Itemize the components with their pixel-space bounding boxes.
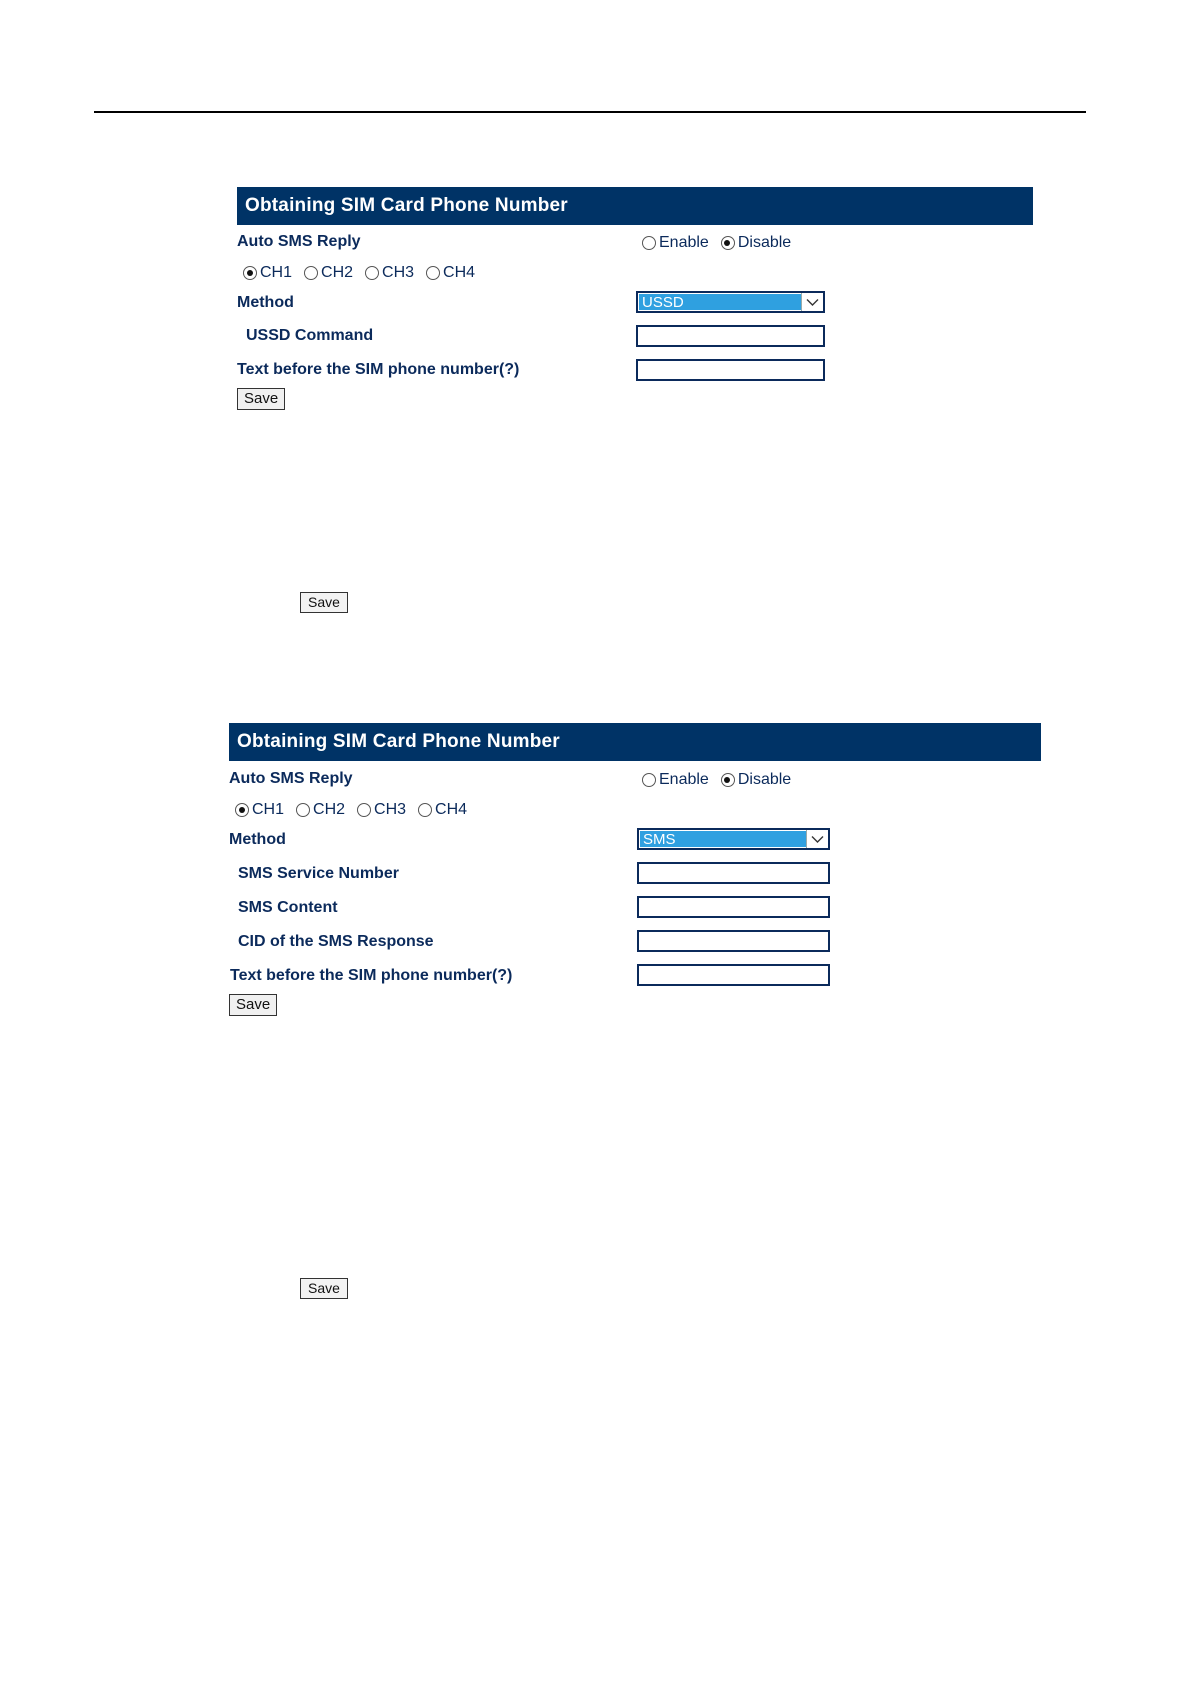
auto-sms-reply-label: Auto SMS Reply <box>237 233 361 250</box>
method-select[interactable] <box>637 828 830 850</box>
channel-ch4-option[interactable] <box>418 801 467 819</box>
disable-radio[interactable] <box>721 773 735 787</box>
enable-radio-option[interactable] <box>642 771 709 789</box>
sms-content-input[interactable] <box>637 896 830 918</box>
channel-ch2-label: CH2 <box>321 264 354 281</box>
channel-ch1-label: CH1 <box>260 264 293 281</box>
method-select[interactable] <box>636 291 825 313</box>
channel-ch4-label: CH4 <box>443 264 476 281</box>
auto-sms-reply-label: Auto SMS Reply <box>229 770 353 787</box>
panel-title: Obtaining SIM Card Phone Number <box>237 187 1033 225</box>
channel-ch4-radio[interactable] <box>418 803 432 817</box>
channel-ch4-label: CH4 <box>435 801 468 818</box>
outer-save-button[interactable]: Save <box>300 592 348 613</box>
ussd-command-label: USSD Command <box>246 327 374 344</box>
text-before-sim-number-label: Text before the SIM phone number(?) <box>237 361 520 378</box>
channel-ch1-label: CH1 <box>252 801 285 818</box>
disable-radio-label: Disable <box>737 234 792 251</box>
channel-ch3-radio[interactable] <box>357 803 371 817</box>
channel-ch3-label: CH3 <box>374 801 407 818</box>
disable-radio[interactable] <box>721 236 735 250</box>
channel-ch1-option[interactable] <box>243 264 292 282</box>
text-before-sim-number-label: Text before the SIM phone number(?) <box>230 967 513 984</box>
sim-number-panel-sms <box>229 723 1041 1023</box>
auto-sms-reply-radio-group <box>642 234 803 252</box>
method-select-value: USSD <box>639 294 801 310</box>
sms-content-label: SMS Content <box>238 899 338 916</box>
channel-ch2-label: CH2 <box>313 801 346 818</box>
disable-radio-option[interactable] <box>721 771 791 789</box>
channel-ch1-option[interactable] <box>235 801 284 819</box>
enable-radio[interactable] <box>642 236 656 250</box>
sms-service-number-label: SMS Service Number <box>238 865 399 882</box>
text-before-sim-number-input[interactable] <box>637 964 830 986</box>
sim-number-panel-ussd <box>237 187 1033 417</box>
chevron-down-icon[interactable] <box>806 830 828 848</box>
cid-sms-response-input[interactable] <box>637 930 830 952</box>
method-label: Method <box>229 831 286 848</box>
save-button[interactable]: Save <box>237 388 285 410</box>
enable-radio[interactable] <box>642 773 656 787</box>
channel-ch1-radio[interactable] <box>243 266 257 280</box>
disable-radio-option[interactable] <box>721 234 791 252</box>
text-before-sim-number-input[interactable] <box>636 359 825 381</box>
auto-sms-reply-radio-group <box>642 771 803 789</box>
channel-ch2-radio[interactable] <box>296 803 310 817</box>
outer-save-button[interactable]: Save <box>300 1278 348 1299</box>
channel-ch3-radio[interactable] <box>365 266 379 280</box>
channel-ch1-radio[interactable] <box>235 803 249 817</box>
sms-service-number-input[interactable] <box>637 862 830 884</box>
channel-ch4-radio[interactable] <box>426 266 440 280</box>
channel-radio-group <box>243 264 487 282</box>
method-select-value: SMS <box>640 831 806 847</box>
channel-ch2-radio[interactable] <box>304 266 318 280</box>
ussd-command-input[interactable] <box>636 325 825 347</box>
channel-ch4-option[interactable] <box>426 264 475 282</box>
chevron-down-icon[interactable] <box>801 293 823 311</box>
save-button[interactable]: Save <box>229 994 277 1016</box>
cid-sms-response-label: CID of the SMS Response <box>238 933 434 950</box>
method-label: Method <box>237 294 294 311</box>
channel-ch3-option[interactable] <box>357 801 406 819</box>
channel-ch2-option[interactable] <box>304 264 353 282</box>
enable-radio-label: Enable <box>659 771 709 788</box>
enable-radio-label: Enable <box>659 234 709 251</box>
page-header-rule <box>94 111 1086 113</box>
enable-radio-option[interactable] <box>642 234 709 252</box>
channel-ch3-option[interactable] <box>365 264 414 282</box>
channel-radio-group <box>235 801 479 819</box>
disable-radio-label: Disable <box>737 771 792 788</box>
panel-title: Obtaining SIM Card Phone Number <box>229 723 1041 761</box>
channel-ch3-label: CH3 <box>382 264 415 281</box>
channel-ch2-option[interactable] <box>296 801 345 819</box>
